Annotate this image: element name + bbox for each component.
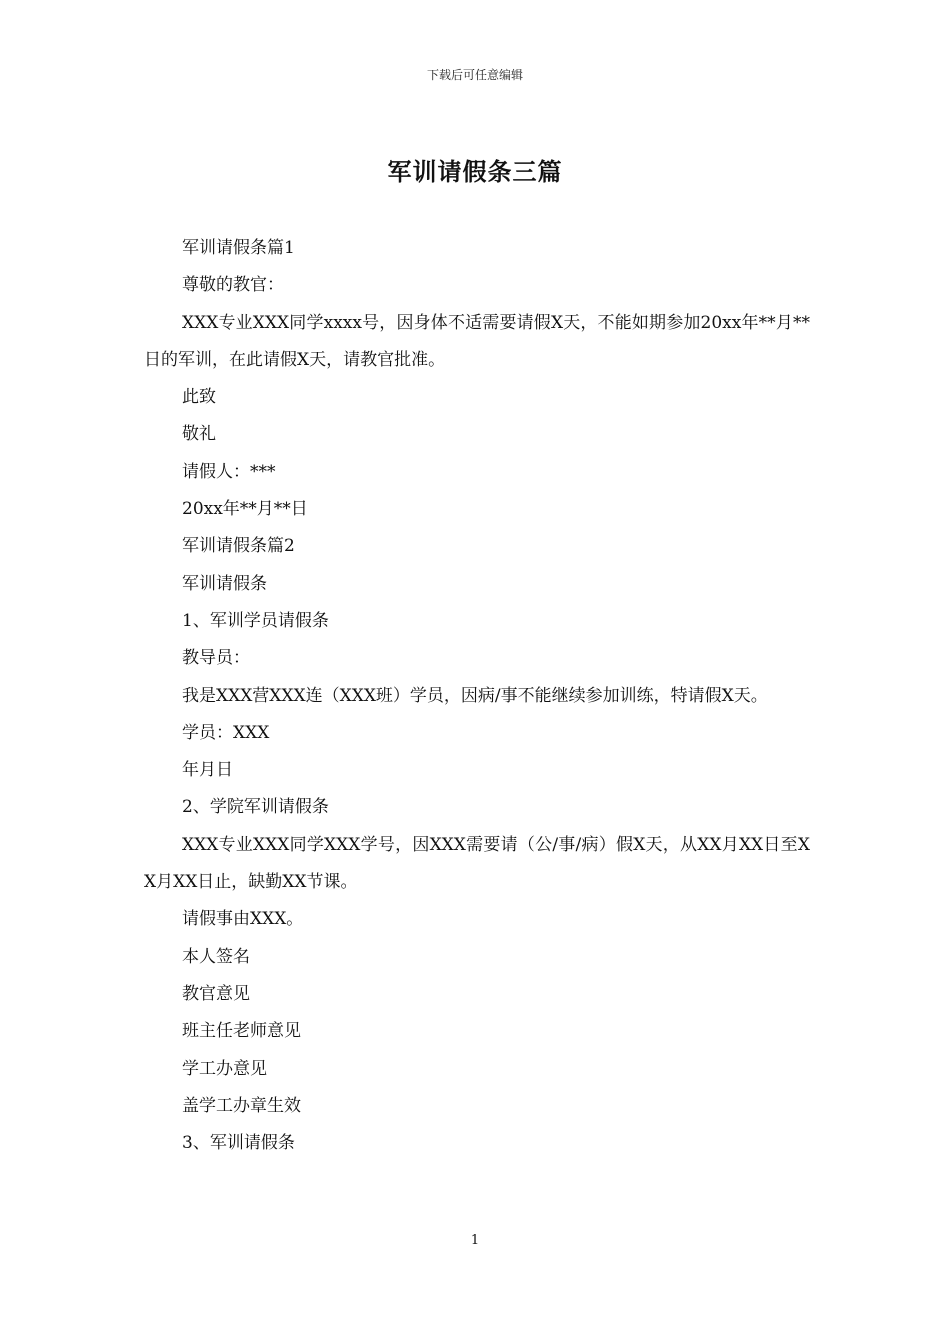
paragraph: 敬礼: [182, 424, 216, 445]
page-number: 1: [470, 1233, 480, 1248]
paragraph: 此致: [182, 387, 216, 408]
paragraph: XXX专业XXX同学XXX学号，因XXX需要请（公/事/病）假X天，从XX月XX日至XX月XX日止，缺勤XX节课。: [144, 834, 810, 893]
paragraph: 本人签名: [182, 946, 250, 967]
paragraph: 军训请假条: [182, 573, 267, 594]
paragraph: 2、学院军训请假条: [182, 797, 329, 818]
header-note: 下载后可任意编辑: [426, 68, 523, 82]
paragraph: 年月日: [182, 760, 233, 781]
paragraph: 请假人：***: [182, 461, 276, 482]
paragraph: 20xx年**月**日: [182, 499, 308, 520]
document-title: 军训请假条三篇: [387, 158, 563, 186]
document-body: [144, 230, 810, 1162]
paragraph: 1、军训学员请假条: [182, 610, 329, 631]
paragraph: 我是XXX营XXX连（XXX班）学员，因病/事不能继续参加训练，特请假X天。: [182, 685, 768, 706]
paragraph: 尊敬的教官：: [182, 275, 284, 296]
paragraph: 盖学工办章生效: [182, 1095, 301, 1116]
paragraph: 教官意见: [182, 983, 250, 1004]
paragraph: 学工办意见: [182, 1058, 267, 1079]
paragraph: 军训请假条篇1: [182, 238, 295, 258]
paragraph: 请假事由XXX。: [182, 909, 304, 930]
paragraph: 学员：XXX: [182, 722, 270, 743]
paragraph: 3、军训请假条: [182, 1133, 295, 1154]
paragraph: XXX专业XXX同学xxxx号，因身体不适需要请假X天，不能如期参加20xx年**月**日的军训，在此请假X天，请教官批准。: [144, 312, 810, 370]
paragraph: 教导员：: [182, 648, 250, 669]
paragraph: 班主任老师意见: [182, 1021, 301, 1042]
paragraph: 军训请假条篇2: [182, 536, 295, 557]
